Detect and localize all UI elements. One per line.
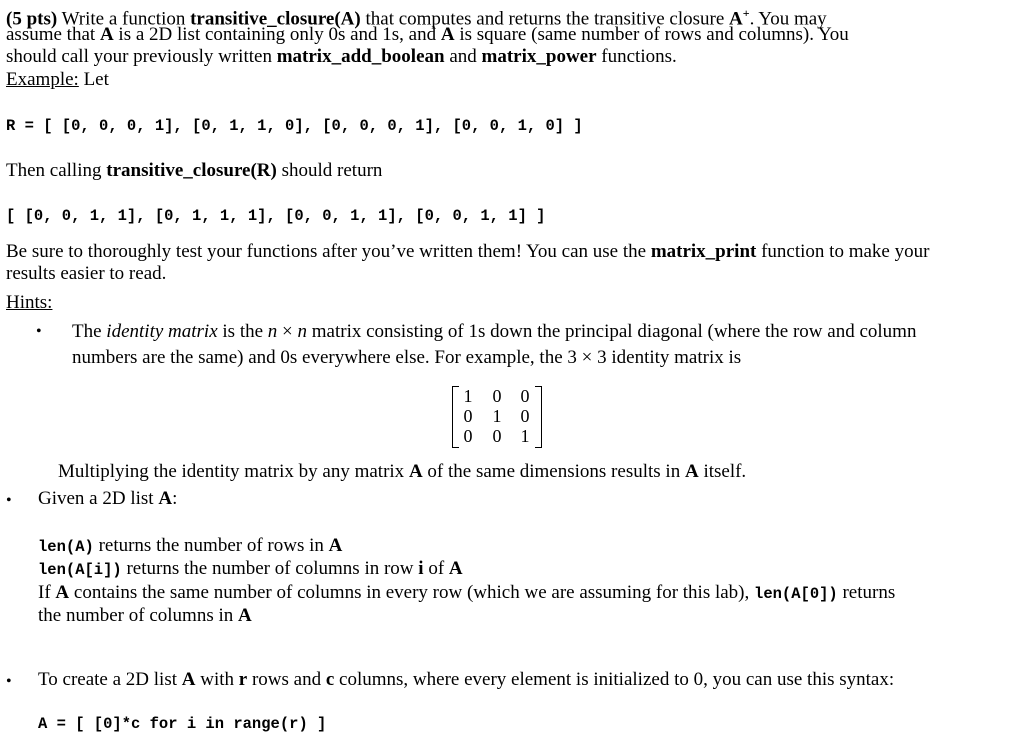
points-label: (5 pts) xyxy=(6,8,58,30)
hint3-code: A = [ [0]*c for i in range(r) ] xyxy=(38,715,327,733)
code-inline: len(A[i]) xyxy=(38,561,122,579)
matrix-cell: 1 xyxy=(463,386,473,406)
bullet-2: • xyxy=(6,492,12,509)
code-r: R = [ [0, 0, 0, 1], [0, 1, 1, 0], [0, 0, 0, 1], [0, 0, 1, 0] ] xyxy=(6,117,583,135)
hint3-line: To create a 2D list A with r rows and c columns, where every element is initialized to 0, you can use this syntax: xyxy=(38,669,895,690)
matrix-cell: 1 xyxy=(492,406,502,426)
intro-line-1: (5 pts) Write a function transitive_closure(A) that computes and returns the transitive closure A+. You may xyxy=(6,6,827,30)
intro-line-2: assume that A is a 2D list containing only 0s and 1s, and A is square (same number of rows and columns). You xyxy=(6,24,849,45)
right-bracket xyxy=(535,386,542,448)
matrix-cell: 0 xyxy=(492,426,502,446)
then-line: Then calling transitive_closure(R) should return xyxy=(6,160,383,181)
example-line: Example: Let xyxy=(6,69,109,90)
hints-heading: Hints: xyxy=(6,292,53,313)
code-inline: len(A) xyxy=(38,538,94,556)
hint2-len-cols: len(A[i]) returns the number of columns in row i of A xyxy=(38,558,463,579)
code-result: [ [0, 0, 1, 1], [0, 1, 1, 1], [0, 0, 1, 1], [0, 0, 1, 1] ] xyxy=(6,207,546,225)
bullet-1: • xyxy=(36,323,42,340)
matrix-cell: 0 xyxy=(463,426,473,446)
hint2-intro: Given a 2D list A: xyxy=(38,488,178,509)
hint1-mult: Multiplying the identity matrix by any matrix A of the same dimensions results in A itself. xyxy=(58,461,747,482)
matrix-cell: 1 xyxy=(520,426,530,446)
test-line-1: Be sure to thoroughly test your functions after you’ve written them! You can use the matrix_print function to make your xyxy=(6,241,930,262)
hint1-line-2: numbers are the same) and 0s everywhere else. For example, the 3 × 3 identity matrix is xyxy=(72,347,742,368)
bullet-3: • xyxy=(6,673,12,690)
hint2-last: the number of columns in A xyxy=(38,605,252,626)
hint2-len-rows: len(A) returns the number of rows in A xyxy=(38,535,343,556)
test-line-2: results easier to read. xyxy=(6,263,167,284)
function-name: transitive_closure(A) xyxy=(190,8,361,30)
identity-matrix xyxy=(452,384,542,448)
matrix-cell: 0 xyxy=(520,386,530,406)
code-inline: len(A[0]) xyxy=(754,585,838,603)
matrix-cell: 0 xyxy=(463,406,473,426)
hint2-if: If A contains the same number of columns in every row (which we are assuming for this lab), len(A[0]) returns xyxy=(38,582,896,603)
matrix-cell: 0 xyxy=(520,406,530,426)
intro-line-3: should call your previously written matrix_add_boolean and matrix_power functions. xyxy=(6,46,677,67)
matrix-cell: 0 xyxy=(492,386,502,406)
hint1-line-1: The identity matrix is the n × n matrix consisting of 1s down the principal diagonal (where the row and column xyxy=(72,321,917,342)
example-label: Example: xyxy=(6,69,79,90)
